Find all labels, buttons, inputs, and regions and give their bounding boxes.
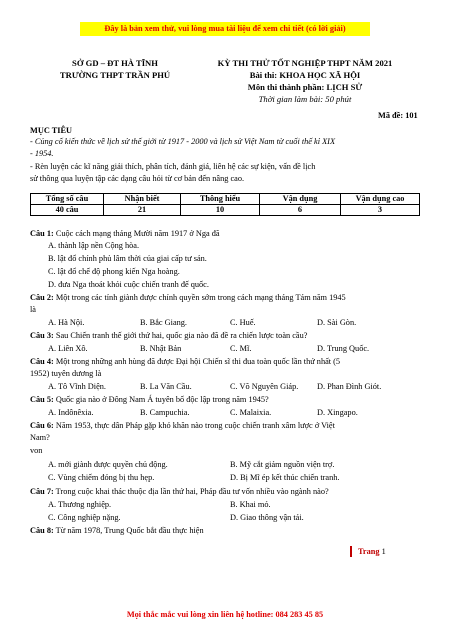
component-line: Môn thi thành phần: LỊCH SỬ (247, 82, 363, 92)
question-label: Câu 7: (30, 487, 54, 496)
question-label: Câu 2: (30, 293, 54, 302)
table-header-row (31, 194, 420, 205)
option-a: A. thành lập nền Cộng hòa. (48, 241, 140, 250)
question-4 (30, 356, 340, 367)
time-line: Thời gian làm bài: 50 phút (258, 94, 352, 104)
question-text-cont: là (30, 305, 36, 314)
objectives-title: MỤC TIÊU (30, 126, 73, 135)
option-c: C. Võ Nguyên Giáp. (230, 382, 299, 391)
question-label: Câu 8: (30, 526, 54, 535)
question-text: Năm 1953, thực dân Pháp gặp khó khăn nào trong cuộc chiến tranh xâm lược ở Việt (53, 421, 335, 430)
question-label: Câu 6: (30, 421, 54, 430)
question-text: Một trong các tỉnh giành được chính quyền sớm trong cách mạng tháng Tám năm 1945 (53, 293, 346, 302)
question-text: Quốc gia nào ở Đông Nam Á tuyên bố độc lập trong năm 1945? (53, 395, 269, 404)
question-text: Từ năm 1978, Trung Quốc bắt đầu thực hiện (53, 526, 204, 535)
objective-line: - Củng cố kiến thức về lịch sử thế giới từ 1917 - 2000 và lịch sử Việt Nam từ cuối thế kỉ XIX (30, 137, 336, 146)
table-header-cell: Vận dụng (260, 194, 341, 205)
question-text: Một trong những anh hùng đã được Đại hội Chiến sĩ thi đua toàn quốc lần thứ nhất (5 (53, 357, 341, 366)
option-d: D. đưa Nga thoát khỏi cuộc chiến tranh đế quốc. (48, 280, 209, 289)
table-cell: 40 câu (31, 205, 104, 216)
option-c: C. Vùng chiếm đóng bị thu hẹp. (48, 473, 155, 482)
preview-banner: Đây là bản xem thử, vui lòng mua tài liệu để xem chi tiết (có lời giải) (80, 22, 370, 36)
table-header-cell: Tổng số câu (31, 194, 104, 205)
option-b: B. Bắc Giang. (140, 318, 188, 327)
question-7 (30, 486, 329, 497)
option-d: D. Bị Mĩ ép kết thúc chiến tranh. (230, 473, 340, 482)
objective-line: - Rèn luyện các kĩ năng giải thích, phân tích, đánh giá, liên hệ các sự kiện, vấn đề lịch (30, 162, 316, 171)
option-a: A. mới giành được quyền chủ động. (48, 460, 168, 469)
question-5 (30, 394, 269, 405)
page-label: Trang (358, 547, 380, 556)
option-b: B. Mỹ cắt giảm nguồn viện trợ. (230, 460, 335, 469)
question-8 (30, 525, 204, 536)
option-a: A. Indônêxia. (48, 408, 94, 417)
question-text-cont: Nam? (30, 433, 50, 442)
question-text: Cuộc cách mạng tháng Mười năm 1917 ở Nga đã (53, 229, 220, 238)
table-row (31, 205, 420, 216)
summary-table (30, 193, 420, 216)
question-text-cont: 1952) tuyên dương là (30, 369, 102, 378)
question-2 (30, 292, 346, 303)
question-1 (30, 228, 220, 239)
table-header-cell: Thông hiểu (181, 194, 260, 205)
objective-line: - 1954. (30, 149, 54, 158)
exam-title: KỲ THI THỬ TỐT NGHIỆP THPT NĂM 2021 (217, 58, 393, 68)
option-b: B. Nhật Bản (140, 344, 182, 353)
option-a: A. Thương nghiệp. (48, 500, 112, 509)
option-b: B. Khai mỏ. (230, 500, 271, 509)
exam-code: Mã đề: 101 (378, 111, 418, 120)
option-a: A. Tô Vĩnh Diện. (48, 382, 107, 391)
page-number (350, 546, 386, 557)
option-c: C. Huế. (230, 318, 256, 327)
option-a: A. Hà Nội. (48, 318, 85, 327)
question-3 (30, 330, 307, 341)
option-d: D. Trung Quốc. (317, 344, 370, 353)
option-d: D. Sài Gòn. (317, 318, 357, 327)
question-text-cont: von (30, 446, 43, 455)
option-a: A. Liên Xô. (48, 344, 88, 353)
footer-hotline: Mọi thắc mắc vui lòng xin liên hệ hotline: 084 283 45 85 (126, 610, 324, 619)
table-header-cell: Nhận biết (104, 194, 181, 205)
table-header-cell: Vận dụng cao (341, 194, 420, 205)
question-label: Câu 5: (30, 395, 54, 404)
option-c: C. Công nghiệp nặng. (48, 513, 121, 522)
option-b: B. lật đổ chính phủ lâm thời của giai cấp tư sản. (48, 254, 207, 263)
question-6 (30, 420, 335, 431)
question-label: Câu 4: (30, 357, 54, 366)
table-cell: 6 (260, 205, 341, 216)
option-d: D. Giao thông vận tải. (230, 513, 304, 522)
question-text: Sau Chiến tranh thế giới thứ hai, quốc gia nào đã đề ra chiến lược toàn cầu? (53, 331, 308, 340)
school-name: TRƯỜNG THPT TRẦN PHÚ (59, 70, 171, 80)
table-cell: 3 (341, 205, 420, 216)
table-cell: 10 (181, 205, 260, 216)
page-number-value: 1 (381, 547, 386, 556)
dept-name: SỞ GD – ĐT HÀ TĨNH (72, 58, 158, 68)
option-b: B. Campuchia. (140, 408, 190, 417)
option-d: D. Xingapo. (317, 408, 358, 417)
objective-line: sử thông qua luyện tập các dạng câu hỏi từ cơ bản đến nâng cao. (30, 174, 245, 183)
question-text: Trong cuộc khai thác thuộc địa lần thứ hai, Pháp đầu tư vốn nhiều vào ngành nào? (53, 487, 329, 496)
table-cell: 21 (104, 205, 181, 216)
option-c: C. lật đổ chế độ phong kiến Nga hoàng. (48, 267, 180, 276)
question-label: Câu 3: (30, 331, 54, 340)
option-d: D. Phan Đình Giót. (317, 382, 382, 391)
option-c: C. Mĩ. (230, 344, 252, 353)
question-label: Câu 1: (30, 229, 54, 238)
option-c: C. Malaixia. (230, 408, 272, 417)
subject-line: Bài thi: KHOA HỌC XÃ HỘI (249, 70, 361, 80)
option-b: B. La Văn Cầu. (140, 382, 192, 391)
